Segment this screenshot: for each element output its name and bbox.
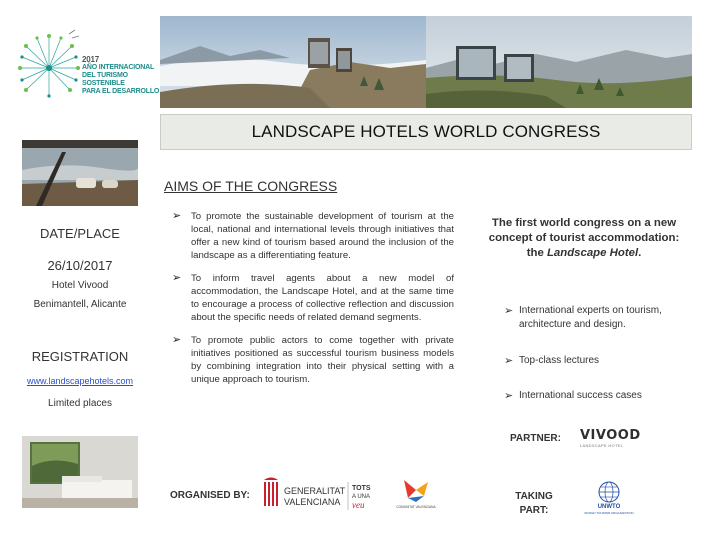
- highlight-list: [504, 304, 704, 332]
- arrow-bullet-icon: ➢: [504, 390, 514, 402]
- dandelion-icon: [14, 28, 84, 98]
- vivood-logo-tagline: LANDSCAPE HOTEL: [580, 443, 624, 448]
- title-banner: [160, 114, 692, 150]
- event-hotel: Hotel Vivood: [51, 280, 109, 291]
- highlight-text: International success cases: [519, 390, 642, 401]
- logo-line: PARA EL DESARROLLO: [82, 88, 160, 95]
- congress-intro-italic: Landscape Hotel: [546, 247, 639, 259]
- terrace-photo: [22, 140, 138, 206]
- highlight-text: Top-class lectures: [519, 355, 600, 366]
- generalitat-valenciana-logo: [262, 476, 392, 516]
- aim-text: To promote the sustainable development of tourism at the local, national and international levels through initiatives that offer a new kind of tourism based around the inclusion of the landscape as a differentiating feature.: [191, 211, 454, 261]
- limited-places-note: Limited places: [48, 398, 112, 409]
- highlight-list: [504, 389, 704, 403]
- tourism-year-logo: [12, 14, 162, 106]
- tots-line-3: veu: [352, 500, 365, 510]
- list-item: [172, 272, 454, 324]
- comunitat-valenciana-logo: [396, 476, 436, 512]
- arrow-bullet-icon: ➢: [172, 210, 182, 222]
- unwto-logo: [580, 480, 638, 516]
- list-item: [504, 304, 704, 332]
- congress-intro: [484, 216, 684, 261]
- registration-label: REGISTRATION: [31, 349, 129, 364]
- unwto-label: UNWTO: [597, 504, 621, 510]
- list-item: [172, 210, 454, 262]
- gva-line-1: GENERALITAT: [284, 486, 346, 496]
- arrow-bullet-icon: ➢: [504, 305, 514, 317]
- event-city: Benimantell, Alicante: [33, 299, 127, 310]
- hero-photo-cabins-clouds: [160, 16, 426, 108]
- congress-intro-text: The first world congress on a new concept of tourist accommodation: the: [488, 217, 680, 259]
- congress-intro-end: .: [638, 247, 642, 259]
- logo-year: 2017: [82, 55, 99, 64]
- highlight-text: International experts on tourism, architecture and design.: [519, 305, 662, 330]
- tots-line-2: A UNA: [352, 494, 371, 500]
- list-item: [172, 334, 454, 386]
- taking-part-label: TAKING PART:: [515, 491, 553, 516]
- vivood-logo: [580, 428, 641, 452]
- tots-line-1: TOTS: [352, 485, 371, 492]
- partner-label: PARTNER:: [510, 433, 561, 444]
- aims-heading: AIMS OF THE CONGRESS: [164, 178, 338, 194]
- arrow-bullet-icon: ➢: [172, 334, 182, 346]
- aim-text: To inform travel agents about a new model of accommodation, the Landscape Hotel, and at the same time to encourage a process of collective reflection and discussion about the specific needs of related demand segments.: [191, 273, 454, 323]
- hero-photo-cabins-hills: [426, 16, 692, 108]
- aims-list: [172, 210, 454, 396]
- comunitat-label: COMUNITAT VALENCIANA: [396, 505, 436, 509]
- arrow-bullet-icon: ➢: [172, 272, 182, 284]
- unwto-sub: WORLD TOURISM ORGANIZATION: [584, 511, 634, 515]
- list-item: [504, 354, 704, 368]
- bedroom-photo: [22, 436, 138, 508]
- logo-caption: [82, 56, 166, 96]
- page-title: LANDSCAPE HOTELS WORLD CONGRESS: [251, 122, 601, 141]
- gva-line-2: VALENCIANA: [284, 497, 341, 507]
- logo-line: AÑO INTERNACIONAL: [82, 64, 155, 71]
- arrow-bullet-icon: ➢: [504, 355, 514, 367]
- vivood-logo-name: VIVOOD: [580, 428, 641, 443]
- logo-line: DEL TURISMO SOSTENIBLE: [82, 72, 128, 87]
- registration-link[interactable]: www.landscapehotels.com: [26, 376, 134, 386]
- list-item: [504, 389, 704, 403]
- event-date: 26/10/2017: [47, 258, 113, 273]
- organised-by-label: ORGANISED BY:: [170, 490, 250, 501]
- highlight-list: [504, 354, 704, 368]
- date-place-label: DATE/PLACE: [40, 226, 120, 241]
- aim-text: To promote public actors to come together with private initiatives positioned as successful tourism business models by combining integration into their physical setting with a unique approach to tourism.: [191, 335, 454, 385]
